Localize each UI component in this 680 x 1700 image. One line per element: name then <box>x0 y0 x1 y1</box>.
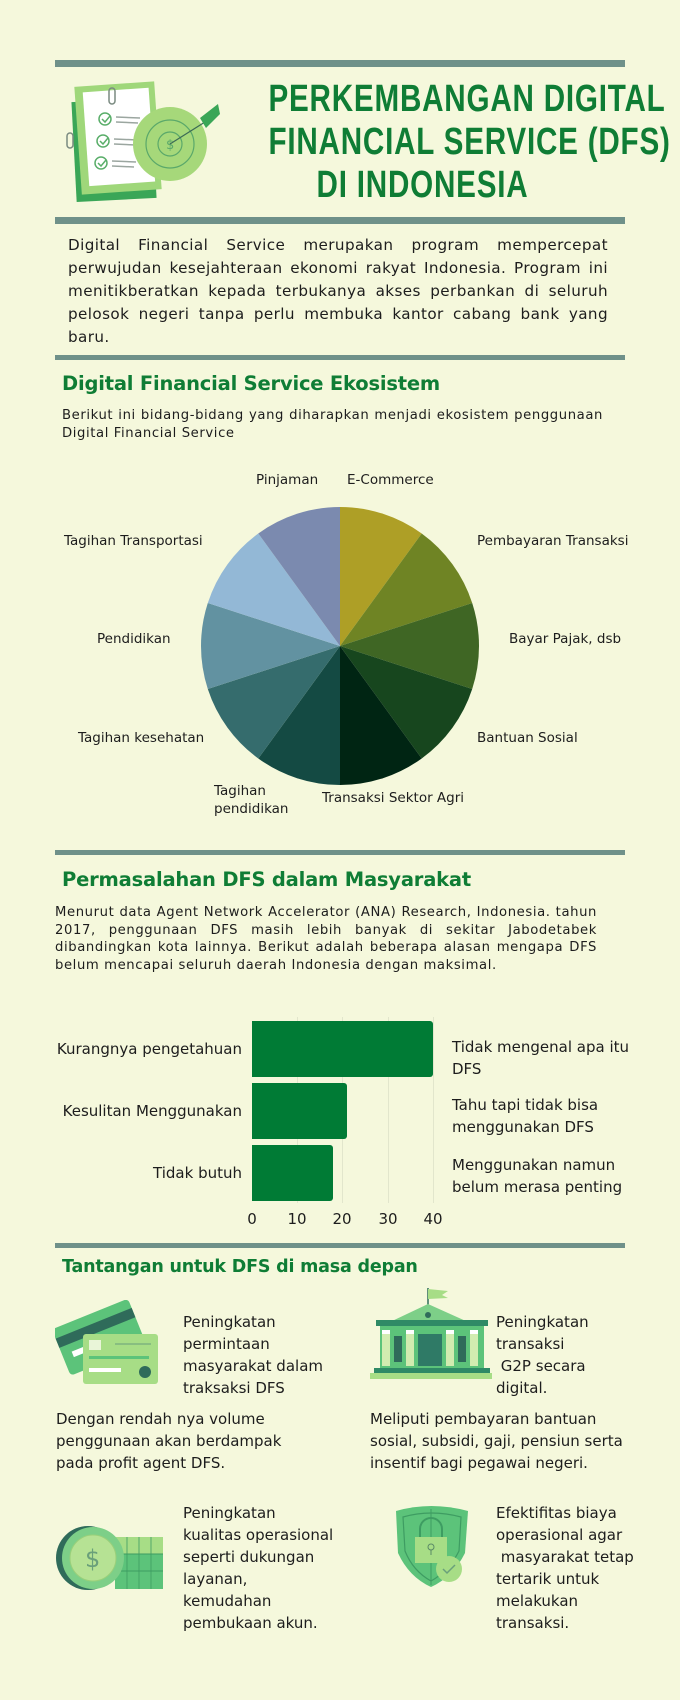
pie-label-pembayaran-transaksi: Pembayaran Transaksi <box>477 533 629 549</box>
challenge-4-title-line: Efektifitas biaya <box>496 1504 617 1522</box>
challenge-1-title <box>183 1311 323 1399</box>
challenge-1-title-line: permintaan <box>183 1335 270 1353</box>
challenge-3-title-line: kemudahan <box>183 1592 272 1610</box>
challenge-1-title-line: Peningkatan <box>183 1313 276 1331</box>
challenge-1-desc-line: pada profit agent DFS. <box>56 1454 226 1472</box>
x-tick-0: 0 <box>247 1210 257 1228</box>
page-title <box>268 78 671 207</box>
coins-icon <box>55 1525 165 1591</box>
bar-note-3-line1: Menggunakan namun <box>452 1156 616 1174</box>
x-tick-40: 40 <box>423 1210 443 1228</box>
divider-header-bottom <box>55 217 625 224</box>
challenge-2-title <box>496 1311 589 1399</box>
credit-card-icon <box>55 1300 160 1385</box>
bar-tidak-butuh <box>252 1145 333 1201</box>
pie-label-bantuan-sosial: Bantuan Sosial <box>477 730 578 746</box>
bar-label-tidak-butuh: Tidak butuh <box>153 1164 242 1182</box>
challenge-4-title-line: melakukan <box>496 1592 579 1610</box>
challenge-4-title-line: tertarik untuk <box>496 1570 600 1588</box>
problems-description: Menurut data Agent Network Accelerator (ANA) Research, Indonesia. tahun 2017, penggunaan DFS masih lebih banyak di sekitar Jabodetabek dibandingkan kota lainnya. Berikut adalah beberapa alasan mengapa DFS belum mencapai seluruh daerah Indonesia dengan maksimal. <box>55 905 597 973</box>
challenge-2-title-line: transaksi <box>496 1335 565 1353</box>
title-line-1: PERKEMBANGAN DIGITAL <box>268 78 666 120</box>
pie-label-tagihan-pendidikan: Tagihan pendidikan <box>214 783 289 817</box>
divider-top <box>55 60 625 67</box>
government-building-icon <box>370 1286 492 1386</box>
bar-note-1 <box>452 1036 629 1080</box>
challenge-2-title-line: Peningkatan <box>496 1313 589 1331</box>
challenge-2-title-line: G2P secara <box>496 1357 586 1375</box>
intro-text: Digital Financial Service merupakan program mempercepat perwujudan kesejahteraan ekonomi rakyat Indonesia. Program ini menitikberatkan kepada terbukanya akses perbankan di seluruh pelosok negeri tanpa perlu membuka kantor cabang bank yang baru. <box>68 236 608 346</box>
svg-text:$: $ <box>85 1545 101 1573</box>
shield-lock-icon <box>393 1503 473 1589</box>
x-tick-10: 10 <box>287 1210 307 1228</box>
pie-label-pendidikan: Pendidikan <box>97 631 171 647</box>
challenge-2-description <box>370 1408 623 1474</box>
ecosystem-heading: Digital Financial Service Ekosistem <box>62 372 441 395</box>
bar-label-kesulitan-menggunakan: Kesulitan Menggunakan <box>62 1102 242 1120</box>
challenge-4-title <box>496 1502 634 1634</box>
bar-note-2-line2: menggunakan DFS <box>452 1118 594 1136</box>
challenge-3-title-line: layanan, <box>183 1570 248 1588</box>
title-line-2: FINANCIAL SERVICE (DFS) <box>268 121 671 163</box>
challenge-1-title-line: masyarakat dalam <box>183 1357 323 1375</box>
challenge-3-title-line: pembukaan akun. <box>183 1614 318 1632</box>
challenge-4-title-line: masyarakat tetap <box>496 1548 634 1566</box>
pie-label-bayar-pajak: Bayar Pajak, dsb <box>509 631 622 647</box>
ecosystem-pie-chart <box>201 507 479 785</box>
challenge-1-description <box>56 1408 281 1474</box>
challenge-4-title-line: transaksi. <box>496 1614 570 1632</box>
title-line-3: DI INDONESIA <box>316 164 529 206</box>
challenge-3-title-line: seperti dukungan <box>183 1548 315 1566</box>
bar-note-3-line2: belum merasa penting <box>452 1178 623 1196</box>
challenges-heading: Tantangan untuk DFS di masa depan <box>62 1257 418 1277</box>
challenge-2-desc-line: insentif bagi pegawai negeri. <box>370 1454 588 1472</box>
bar-label-kurangnya-pengetahuan: Kurangnya pengetahuan <box>56 1040 242 1058</box>
challenge-1-desc-line: penggunaan akan berdampak <box>56 1432 282 1450</box>
challenge-2-title-line: digital. <box>496 1379 548 1397</box>
challenge-2-desc-line: sosial, subsidi, gaji, pensiun serta <box>370 1432 623 1450</box>
x-tick-30: 30 <box>378 1210 398 1228</box>
divider-intro-bottom <box>55 355 625 360</box>
bar-note-3 <box>452 1154 622 1198</box>
gridline-40 <box>433 1017 434 1203</box>
bar-kesulitan-menggunakan <box>252 1083 347 1139</box>
challenge-3-title <box>183 1502 333 1634</box>
checklist-target-icon <box>60 78 225 208</box>
challenge-1-title-line: traksaksi DFS <box>183 1379 285 1397</box>
challenge-3-title-line: Peningkatan <box>183 1504 276 1522</box>
bar-note-1-line2: DFS <box>452 1060 482 1078</box>
ecosystem-description: Berikut ini bidang-bidang yang diharapkan menjadi ekosistem penggunaan Digital Financial Service <box>62 408 603 441</box>
divider-problems-bottom <box>55 1243 625 1248</box>
problems-heading: Permasalahan DFS dalam Masyarakat <box>62 868 472 891</box>
bar-note-2 <box>452 1094 598 1138</box>
pie-label-ecommerce: E-Commerce <box>347 472 434 488</box>
divider-ecosystem-bottom <box>55 850 625 855</box>
bar-kurangnya-pengetahuan <box>252 1021 433 1077</box>
challenge-3-title-line: kualitas operasional <box>183 1526 334 1544</box>
svg-text:$: $ <box>166 138 175 153</box>
challenge-2-desc-line: Meliputi pembayaran bantuan <box>370 1410 597 1428</box>
bar-note-1-line1: Tidak mengenal apa itu <box>452 1038 629 1056</box>
challenge-1-desc-line: Dengan rendah nya volume <box>56 1410 265 1428</box>
pie-label-tagihan-kesehatan: Tagihan kesehatan <box>78 730 205 746</box>
x-tick-20: 20 <box>332 1210 352 1228</box>
pie-label-pinjaman: Pinjaman <box>256 472 319 488</box>
challenge-4-title-line: operasional agar <box>496 1526 623 1544</box>
bar-note-2-line1: Tahu tapi tidak bisa <box>452 1096 599 1114</box>
pie-label-transaksi-sektor-agri: Transaksi Sektor Agri <box>322 790 465 806</box>
pie-label-tagihan-transportasi: Tagihan Transportasi <box>64 533 203 549</box>
